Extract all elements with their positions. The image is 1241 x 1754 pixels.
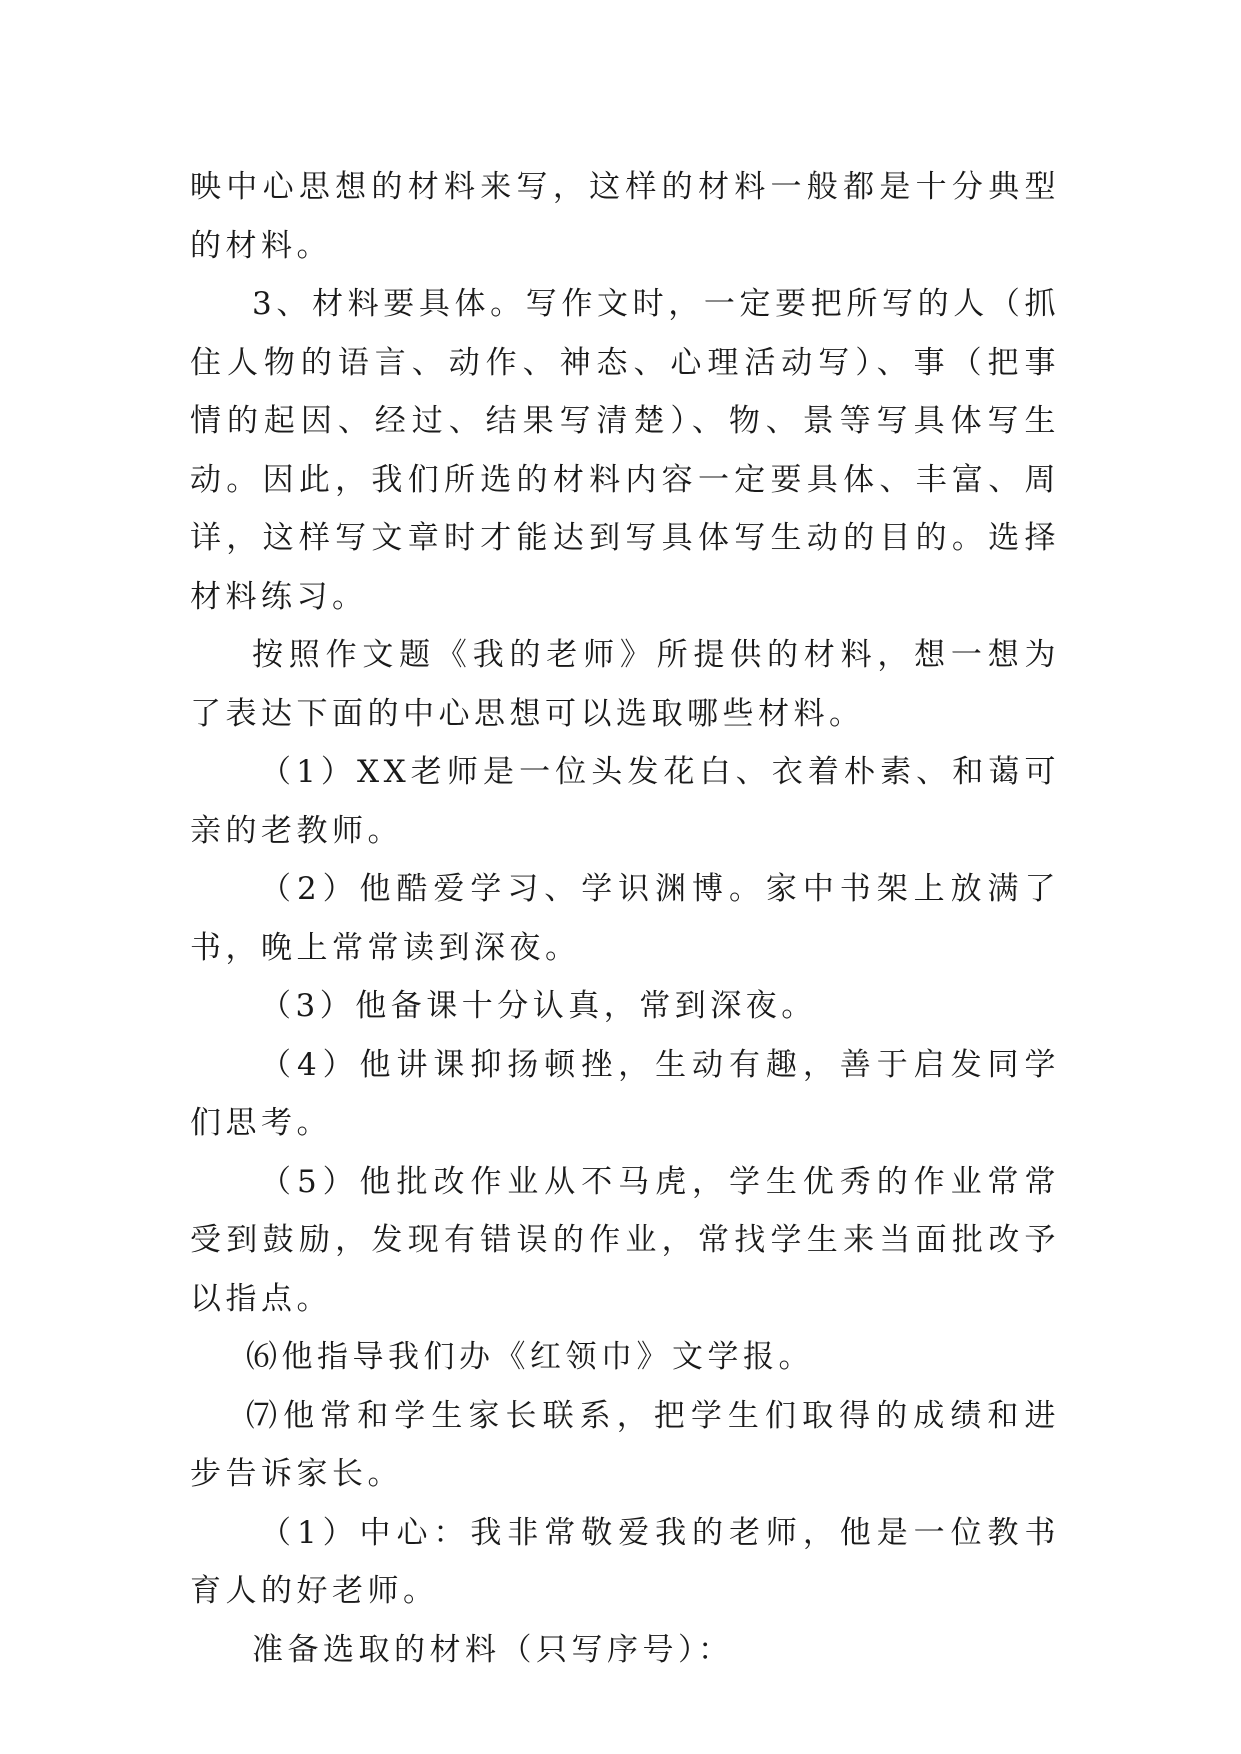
material-item-1: （1）XX老师是一位头发花白、衣着朴素、和蔼可亲的老教师。 <box>190 754 1060 849</box>
material-item-6: ⑹他指导我们办《红领巾》文学报。 <box>246 1339 814 1375</box>
material-item-7: ⑺他常和学生家长联系，把学生们取得的成绩和进步告诉家长。 <box>190 1397 1060 1492</box>
central-idea-1: （1）中心：我非常敬爱我的老师，他是一位教书育人的好老师。 <box>190 1514 1060 1609</box>
paragraph-exercise-intro: 按照作文题《我的老师》所提供的材料，想一想为了表达下面的中心思想可以选取哪些材料。 <box>190 637 1060 732</box>
selection-prompt: 准备选取的材料（只写序号）： <box>252 1631 734 1668</box>
material-item-3: （3）他备课十分认真，常到深夜。 <box>260 988 817 1024</box>
paragraph-point-3: 3、材料要具体。写作文时，一定要把所写的人（抓住人物的语言、动作、神态、心理活动写）、事（把事情的起因、经过、结果写清楚）、物、景等写具体写生动。因此，我们所选的材料内容一定要具体、丰富、周详，这样写文章时才能达到写具体写生动的目的。选择材料练习。 <box>190 286 1060 615</box>
material-item-5: （5）他批改作业从不马虎，学生优秀的作业常常受到鼓励，发现有错误的作业，常找学生来当面批改予以指点。 <box>190 1163 1060 1317</box>
document-body <box>190 158 1060 1679</box>
material-item-2: （2）他酷爱学习、学识渊博。家中书架上放满了书，晚上常常读到深夜。 <box>190 871 1060 966</box>
material-item-4: （4）他讲课抑扬顿挫，生动有趣，善于启发同学们思考。 <box>190 1046 1060 1141</box>
paragraph-continuation: 映中心思想的材料来写，这样的材料一般都是十分典型的材料。 <box>190 169 1060 264</box>
